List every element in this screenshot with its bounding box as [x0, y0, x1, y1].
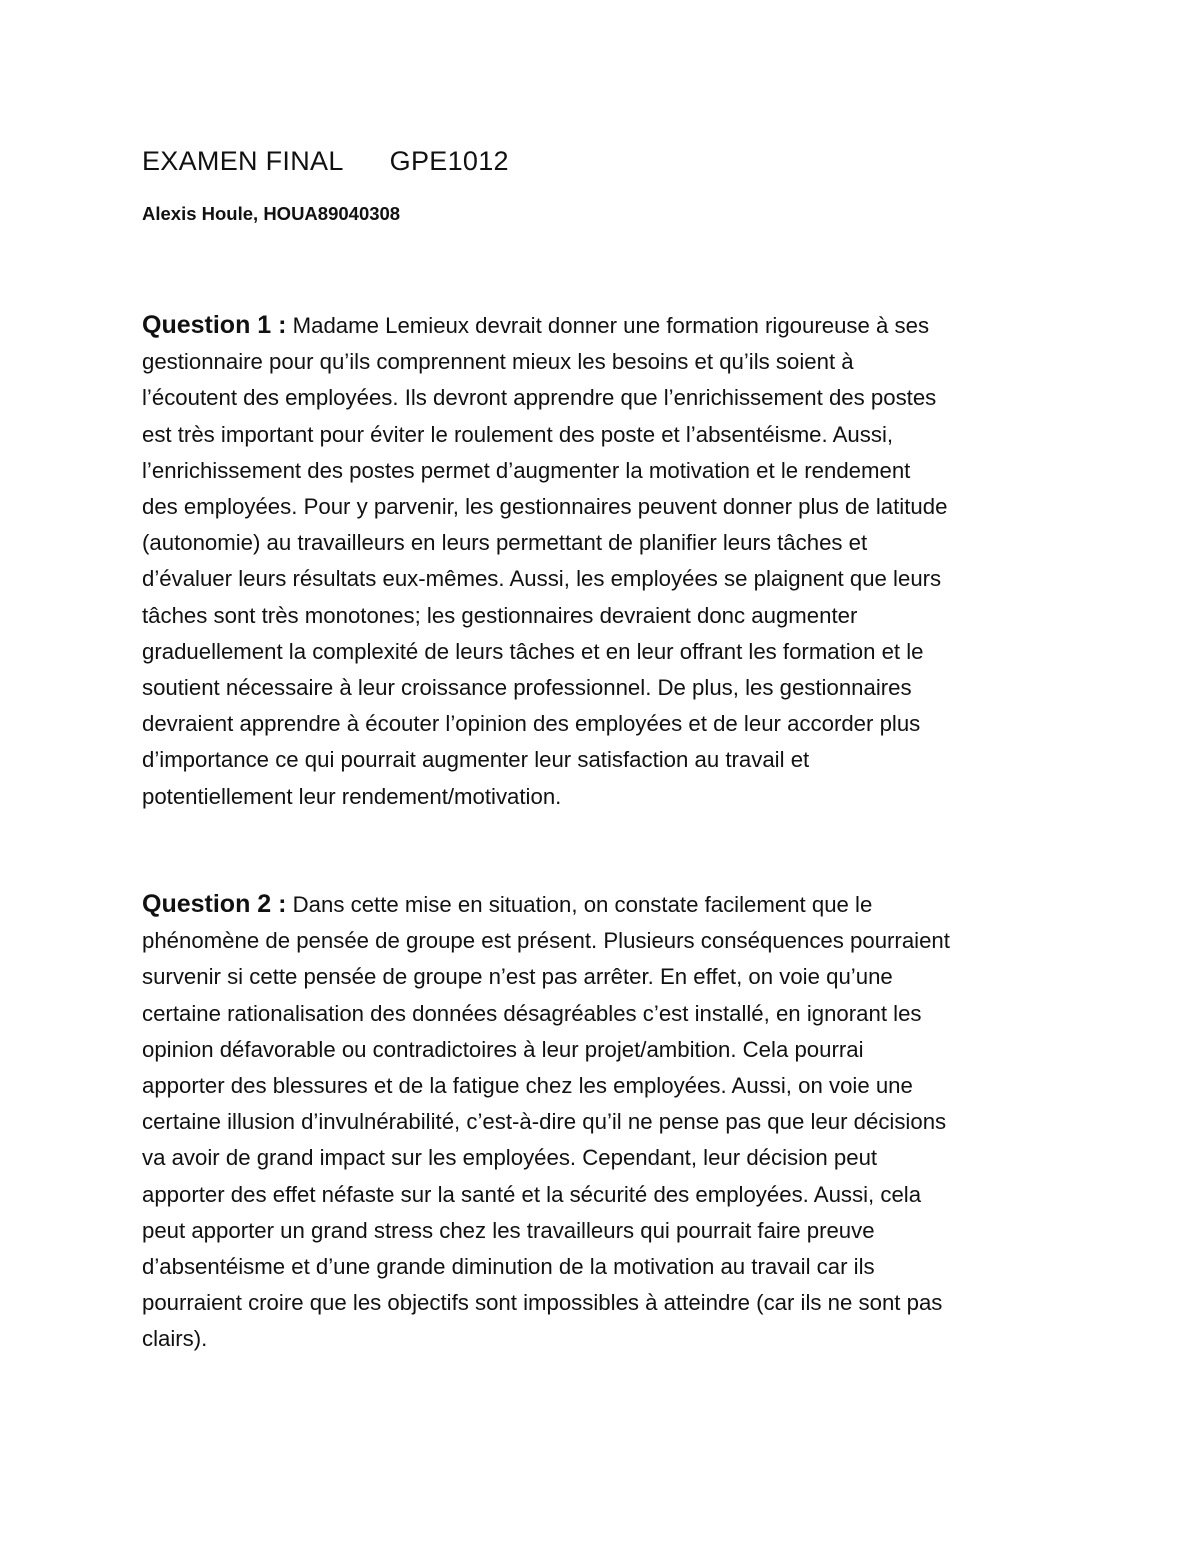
- question-1-line: potentiellement leur rendement/motivation.: [142, 783, 562, 809]
- exam-title: EXAMEN FINAL: [142, 146, 344, 176]
- question-1-block: [142, 307, 1062, 815]
- question-2-label: Question 2 :: [142, 890, 287, 918]
- question-2-first-line: [142, 886, 1062, 923]
- exam-title-row: [142, 146, 509, 177]
- question-2-line: certaine rationalisation des données désagréables c’est installé, en ignorant les: [142, 1000, 922, 1026]
- question-2-line: peut apporter un grand stress chez les travailleurs qui pourrait faire preuve: [142, 1217, 875, 1243]
- question-2-line: apporter des effet néfaste sur la santé et la sécurité des employées. Aussi, cela: [142, 1181, 922, 1207]
- question-1-line: d’importance ce qui pourrait augmenter leur satisfaction au travail et: [142, 747, 810, 773]
- question-2-line: va avoir de grand impact sur les employées. Cependant, leur décision peut: [142, 1145, 878, 1171]
- question-1-line: gestionnaire pour qu’ils comprennent mieux les besoins et qu’ils soient à: [142, 349, 854, 375]
- question-2-line: apporter des blessures et de la fatigue chez les employées. Aussi, on voie une: [142, 1073, 913, 1099]
- question-1-label: Question 1 :: [142, 311, 287, 339]
- author-line: Alexis Houle, HOUA89040308: [142, 203, 401, 224]
- question-1-first-line: [142, 307, 1062, 344]
- question-2-block: [142, 886, 1062, 1358]
- question-1-line: (autonomie) au travailleurs en leurs permettant de planifier leurs tâches et: [142, 530, 868, 556]
- question-1-line: l’écoutent des employées. Ils devront apprendre que l’enrichissement des postes: [142, 385, 937, 411]
- question-2-line: clairs).: [142, 1326, 208, 1352]
- question-1-line: soutient nécessaire à leur croissance professionnel. De plus, les gestionnaires: [142, 675, 912, 701]
- question-2-line: d’absentéisme et d’une grande diminution de la motivation au travail car ils: [142, 1254, 875, 1280]
- question-2-line: certaine illusion d’invulnérabilité, c’est-à-dire qu’il ne pense pas que leur décisions: [142, 1109, 947, 1135]
- question-1-line: l’enrichissement des postes permet d’augmenter la motivation et le rendement: [142, 457, 911, 483]
- question-1-line: tâches sont très monotones; les gestionnaires devraient donc augmenter: [142, 602, 858, 628]
- question-1-line: graduellement la complexité de leurs tâches et en leur offrant les formation et le: [142, 638, 924, 664]
- question-2-line: survenir si cette pensée de groupe n’est pas arrêter. En effet, on voie qu’une: [142, 964, 893, 990]
- question-1-line: est très important pour éviter le roulement des poste et l’absentéisme. Aussi,: [142, 421, 894, 447]
- question-1-line: d’évaluer leurs résultats eux-mêmes. Aussi, les employées se plaignent que leurs: [142, 566, 942, 592]
- question-2-line: pourraient croire que les objectifs sont impossibles à atteindre (car ils ne sont pas: [142, 1290, 943, 1316]
- question-2-line: phénomène de pensée de groupe est présent. Plusieurs conséquences pourraient: [142, 928, 950, 954]
- question-2-line: Dans cette mise en situation, on constate facilement que le: [292, 892, 873, 917]
- question-1-line: devraient apprendre à écouter l’opinion des employées et de leur accorder plus: [142, 711, 921, 737]
- question-1-line: des employées. Pour y parvenir, les gestionnaires peuvent donner plus de latitude: [142, 494, 948, 520]
- question-1-line: Madame Lemieux devrait donner une formation rigoureuse à ses: [292, 313, 930, 338]
- question-2-line: opinion défavorable ou contradictoires à leur projet/ambition. Cela pourrai: [142, 1036, 864, 1062]
- course-code: GPE1012: [389, 146, 509, 176]
